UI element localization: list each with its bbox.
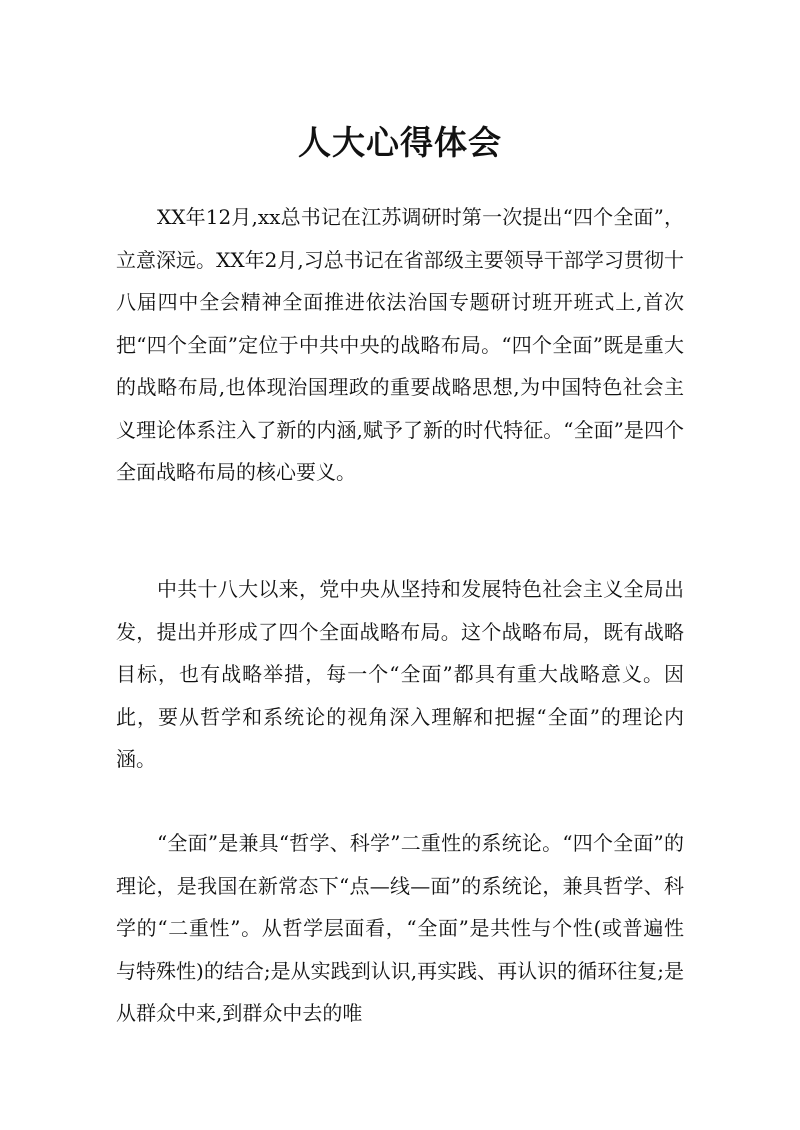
- document-title: 人大心得体会: [298, 123, 502, 163]
- paragraph-2: 中共十八大以来，党中央从坚持和发展特色社会主义全局出发，提出并形成了四个全面战略布局。这个战略布局，既有战略目标，也有战略举措，每一个“全面”都具有重大战略意义。因此，要从哲学和系统论的视角深入理解和把握“全面”的理论内涵。: [116, 577, 684, 771]
- paragraph-3: “全面”是兼具“哲学、科学”二重性的系统论。“四个全面”的理论，是我国在新常态下“点—线—面”的系统论，兼具哲学、科学的“二重性”。从哲学层面看，“全面”是共性与个性(或普遍性与特殊性)的结合;是从实践到认识,再实践、再认识的循环往复;是从群众中来,到群众中去的唯: [116, 831, 684, 1025]
- paragraph-1: XX年12月,xx总书记在江苏调研时第一次提出“四个全面”，立意深远。XX年2月,习总书记在省部级主要领导干部学习贯彻十八届四中全会精神全面推进依法治国专题研讨班开班式上,首次把“四个全面”定位于中共中央的战略布局。“四个全面”既是重大的战略布局,也体现治国理政的重要战略思想,为中国特色社会主义理论体系注入了新的内涵,赋予了新的时代特征。“全面”是四个全面战略布局的核心要义。: [116, 205, 684, 484]
